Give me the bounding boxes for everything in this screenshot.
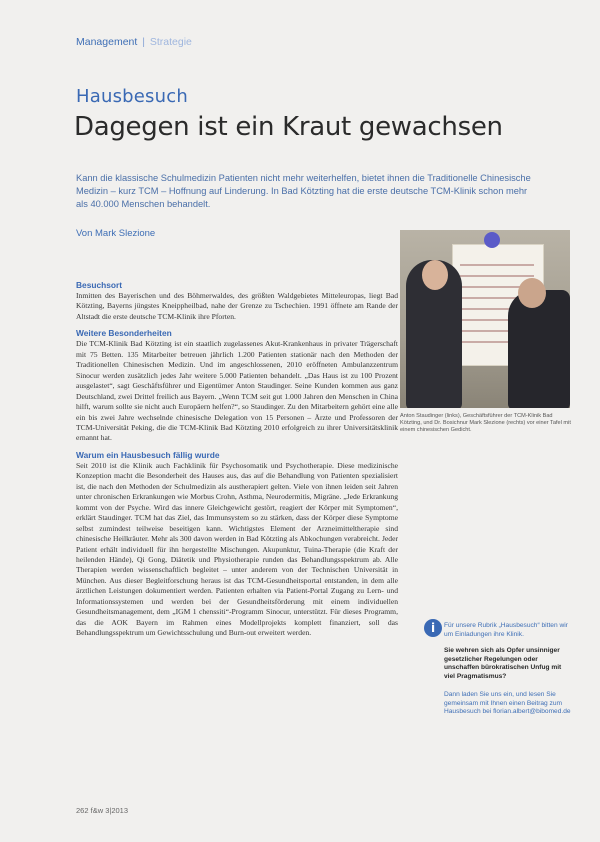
- section-label: Management: [76, 36, 138, 48]
- infobox-intro: Für unsere Rubrik „Hausbesuch“ bitten wir um Einladungen ihre Klinik.: [444, 622, 568, 638]
- article-section: [76, 280, 398, 322]
- photo-person-right-head: [518, 278, 546, 308]
- article-section: [76, 328, 398, 444]
- subsection-label: Strategie: [149, 36, 192, 48]
- section-header: [76, 36, 192, 48]
- section-heading: Besuchsort: [76, 280, 123, 290]
- article-section: [76, 450, 398, 639]
- section-separator: |: [142, 36, 145, 48]
- article-photo: [400, 230, 570, 408]
- section-heading: Weitere Besonderheiten: [76, 328, 172, 339]
- infobox-question: Sie wehren sich als Opfer unsinniger gesetzlicher Regelungen oder unschaffen bürokratischen Unfug mit viel Pragmatismus?: [444, 647, 562, 680]
- section-text: Die TCM-Klinik Bad Kötzting ist ein staatlich zugelassenes Akut-Krankenhaus in privater Trägerschaft mit 75 Betten. 135 Mitarbeiter betreuen jährlich 1.200 Patienten stationär nach den Methoden der Traditionellen Chinesischen Medizin. Und im angeschlossenen, 2010 eröffneten Ambulanzzentrum Sinocur werden zusätzlich jedes Jahr weitere 5.000 Patienten behandelt. „Das Haus ist zu 100 Prozent ausgelastet“, sagt Geschäftsführer und Eigentümer Anton Staudinger. Seine Kunden kommen aus ganz Deutschland, zwei Drittel freilich aus Bayern. „Wenn TCM seit gut 1.000 Jahren den Menschen in China hilft, warum sollte sie nicht auch Europäern helfen?“, so Staudinger. Zu den Mitarbeitern gehört eine alle ein bis zwei Jahre wechselnde chinesische Delegation von 15 Personen – Ärzte und Professoren der TCM-Universität Peking, die die TCM-Klinik Bad Kötzting 2010 erfolgreich zu ihrer Universitätsklinik ernannt hat.: [76, 339, 398, 443]
- info-icon: i: [424, 619, 442, 637]
- article-body: [76, 280, 398, 645]
- page-footer: [76, 806, 128, 815]
- infobox-contact: Dann laden Sie uns ein, und lesen Sie gemeinsam mit Ihnen einen Beitrag zum Hausbesuch bei florian.albert@bibomed.de: [444, 691, 571, 715]
- article-kicker: Hausbesuch: [76, 86, 188, 107]
- page-number: 262: [76, 806, 89, 815]
- section-text: Seit 2010 ist die Klinik auch Fachklinik für Psychosomatik und Psychotherapie. Diese medizinische Konzeption macht die Besonderheit des Hauses aus, das auf die Behandlung von Patienten spezialisiert ist, die nach den Methoden der Schulmedizin als austherapiert gelten. Viele von ihnen leiden seit Jahren unter chronischen Erkrankungen wie Morbus Crohn, Asthma, Neurodermitis, Migräne. „Jede Erkrankung kommt von der Psyche. Wird das innere Gleichgewicht gestört, reagiert der Körper mit Symptomen“, erklärt Staudinger. TCM hat das Ziel, das Immunsystem so zu stärken, dass der Körper diese Symptome selbst zumindest teilweise beseitigen kann. Wichtigstes Element der Arzneimitteltherapie sind chinesische Heilkräuter. Mehr als 300 davon werden in Bad Kötzting als Abkochungen verabreicht. Jeder Patient erhält individuell für ihn hergestellte Mischungen. Akupunktur, Tuina-Therapie (die Kraft der heilenden Hände), Qi Gong, Diätetik und Physiotherapie runden das Behandlungsspektrum ab. Alle Therapien werden wissenschaftlich begleitet – unter anderem von der Technischen Universität in München. Aus dieser Begleitforschung heraus ist das TCM-Gesundheitsportal entstanden, in dem alle ärztlichen Leistungen dokumentiert werden. Patienten erhalten via Patient-Portal Zugang zu Lern- und Informationssystemen und werden bei der Gesundheitsförderung mit einem individuellen Gesundheitsmanagement, dem „IGM 1 chenssiti“-Programm Sinocur, unterstützt. Für dieses Programm, das die AOK Bayern im Rahmen eines Modellprojekts komplett finanziert, soll das Behandlungsspektrum um Gewichtsschulung und Burn-out erweitert werden.: [76, 460, 398, 638]
- photo-person-left-head: [422, 260, 448, 290]
- photo-person-right: [508, 290, 570, 408]
- section-text: Inmitten des Bayerischen und des Böhmerwaldes, des größten Waldgebietes Mitteleuropas, liegt Bad Kötzting, Bayerns jüngstes Kneippheilbad, nahe der Grenze zu Tschechien. 1991 öffnete am Rande der Altstadt die erste deutsche TCM-Klinik ihre Pforten.: [76, 291, 398, 321]
- photo-balloon: [484, 232, 500, 248]
- article-lead: Kann die klassische Schulmedizin Patienten nicht mehr weiterhelfen, bietet ihnen die Traditionelle Chinesische Medizin – kurz TCM – Hoffnung auf Linderung. In Bad Kötzting hat die erste deutsche TCM-Klinik schon mehr als 40.000 Menschen behandelt.: [76, 173, 531, 209]
- section-heading: Warum ein Hausbesuch fällig wurde: [76, 449, 220, 460]
- photo-caption: Anton Staudinger (links), Geschäftsführer der TCM-Klinik Bad Kötzting, und Dr. Bosichnur Mark Slezione (rechts) vor einer Tafel mit einem chinesischen Gedicht.: [400, 413, 571, 434]
- article-author: Von Mark Slezione: [76, 228, 156, 239]
- infobox: [444, 622, 572, 717]
- issue-label: f&w 3|2013: [90, 806, 128, 815]
- article-headline: Dagegen ist ein Kraut gewachsen: [74, 112, 503, 142]
